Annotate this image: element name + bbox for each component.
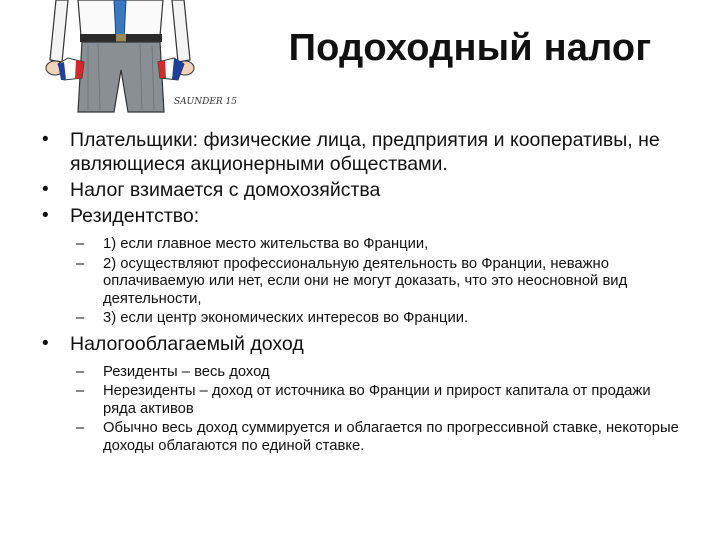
- empty-pockets-cartoon-icon: [28, 0, 237, 112]
- sub-list: [36, 236, 686, 328]
- dash-icon: –: [76, 363, 85, 380]
- sub-item-text: Нерезиденты – доход от источника во Франции и прирост капитала от продажи ряда активов: [103, 383, 651, 417]
- bullet-item: [36, 178, 686, 202]
- dash-icon: –: [76, 383, 85, 399]
- dash-icon: –: [76, 236, 85, 252]
- bullet-icon: •: [42, 179, 49, 200]
- sub-item: [36, 256, 686, 309]
- bullet-text: Резидентство:: [70, 205, 200, 227]
- dash-icon: –: [76, 420, 85, 436]
- sub-item-text: 2) осуществляют профессиональную деятельность во Франции, неважно оплачиваемую или нет, если они не могут доказать, что это неосновной вид деятельности,: [103, 255, 628, 307]
- sub-item-text: 3) если центр экономических интересов во Франции.: [103, 310, 469, 326]
- bullet-icon: •: [42, 205, 49, 226]
- dash-icon: –: [76, 255, 85, 272]
- sub-item: [36, 236, 686, 254]
- sub-item: [36, 383, 686, 418]
- bullet-item: [36, 332, 686, 356]
- cartoon-signature: SAUNDER 15: [174, 97, 237, 107]
- sub-item-text: 1) если главное место жительства во Франции,: [103, 236, 429, 252]
- sub-item: [36, 420, 686, 455]
- sub-item: [36, 364, 686, 382]
- sub-list-container: [36, 236, 686, 328]
- sub-item-text: Обычно весь доход суммируется и облагается по прогрессивной ставке, некоторые доходы облагаются по единой ставке.: [103, 420, 679, 454]
- sub-item-text: Резиденты – весь доход: [103, 363, 270, 380]
- bullet-item: [36, 204, 686, 228]
- bullet-text: Плательщики: физические лица, предприятия и кооперативы, не являющиеся акционерными обществами.: [70, 129, 660, 175]
- sub-item: [36, 310, 686, 328]
- sub-list-container: [36, 364, 686, 456]
- bullet-text: Налогооблагаемый доход: [70, 332, 304, 355]
- bullet-text: Налог взимается с домохозяйства: [70, 179, 381, 201]
- slide-title: Подоходный налог: [288, 27, 652, 69]
- bullet-item: [36, 128, 686, 176]
- bullet-icon: •: [42, 129, 49, 150]
- sub-list: [36, 364, 686, 456]
- dash-icon: –: [76, 310, 85, 326]
- bullet-list: [36, 128, 686, 455]
- slide-content: [36, 128, 686, 459]
- bullet-icon: •: [42, 332, 49, 354]
